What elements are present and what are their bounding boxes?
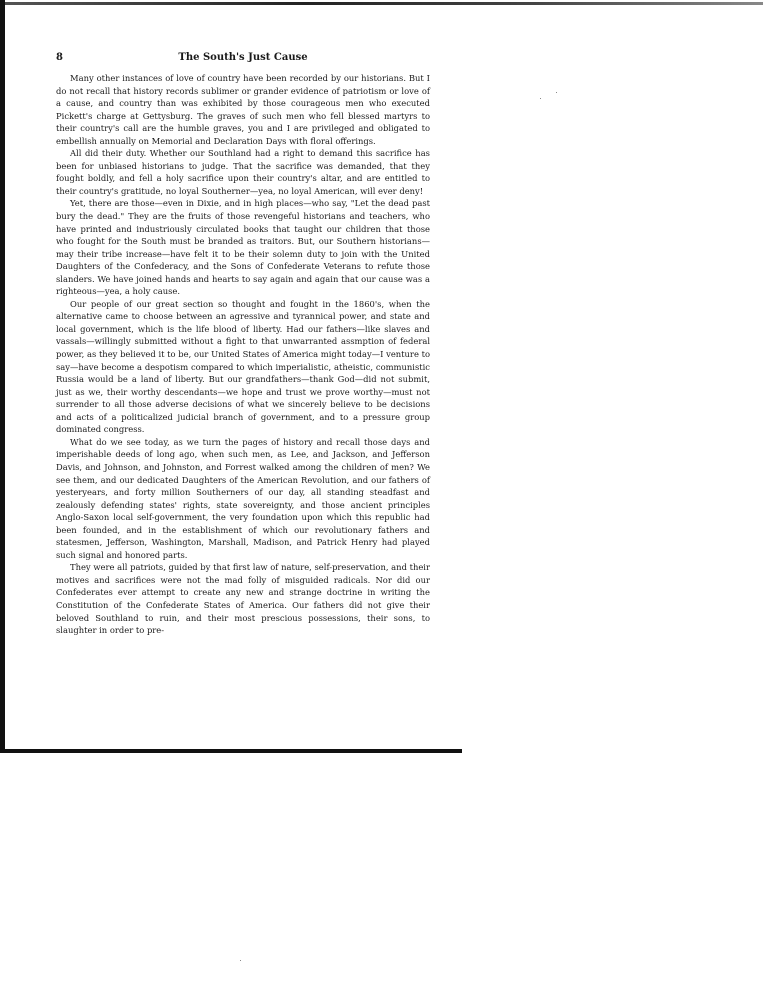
scan-top-edge	[0, 2, 763, 5]
body-text	[56, 72, 430, 637]
paragraph: What do we see today, as we turn the pages of history and recall those days and imperishable deeds of long ago, when such men, as Lee, and Jackson, and Jefferson Davis, and Johnson, and Johnston, and Forrest walked among the children of men? We see them, and our dedicated Daughters of the American Revolution, and our fathers of yesteryears, and forty million Southerners of our day, all standing steadfast and zealously defending states' rights, state sovereignty, and those ancient principles Anglo-Saxon local self-government, the very foundation upon which this republic had been founded, and in the establishment of which our revolutionary fathers and statesmen, Jefferson, Washington, Marshall, Madison, and Patrick Henry had played such signal and honored parts.	[56, 436, 430, 560]
scan-speck	[540, 98, 541, 99]
scan-bottom-edge	[0, 749, 462, 753]
scan-left-edge	[0, 0, 5, 752]
paragraph: Yet, there are those—even in Dixie, and in high places—who say, "Let the dead past bury the dead." They are the fruits of those revengeful historians and teachers, who have printed and industriously circulated books that taught our children that those who fought for the South must be branded as traitors. But, our Southern historians—may their tribe increase—have felt it to be their solemn duty to join with the United Daughters of the Confederacy, and the Sons of Confederate Veterans to refute those slanders. We have joined hands and hearts to say again and again that our cause was a righteous—yea, a holy cause.	[56, 198, 430, 297]
scan-speck	[556, 92, 557, 93]
book-page	[56, 48, 430, 637]
page-header	[56, 48, 430, 66]
page-number: 8	[56, 52, 63, 63]
paragraph: Many other instances of love of country have been recorded by our historians. But I do not recall that history records sublimer or grander evidence of patriotism or love of a cause, and country than was exhibited by those courageous men who executed Pickett's charge at Gettysburg. The graves of such men who fell blessed martyrs to their country's call are the humble graves, you and I are privileged and obligated to embellish annually on Memorial and Declaration Days with floral offerings.	[56, 73, 430, 146]
paragraph: Our people of our great section so thought and fought in the 1860's, when the alternative came to choose between an agressive and tyrannical power, and state and local government, which is the life blood of liberty. Had our fathers—like slaves and vassals—willingly submitted without a fight to that unwarranted assmption of federal power, as they believed it to be, our United States of America might today—I venture to say—have become a despotism compared to which imperialistic, atheistic, communistic Russia would be a land of liberty. But our grandfathers—thank God—did not submit, just as we, their worthy descendants—we hope and trust we prove worthy—must not surrender to all those adverse decisions of what we sincerely believe to be decisions and acts of a politicalized judicial branch of government, and to a pressure group dominated congress.	[56, 298, 430, 435]
paragraph: They were all patriots, guided by that first law of nature, self-preservation, and their motives and sacrifices were not the mad folly of misguided radicals. Nor did our Confederates ever attempt to create any new and strange doctrine in writing the Constitution of the Confederate States of America. Our fathers did not give their beloved Southland to ruin, and their most prescious possessions, their sons, to slaughter in order to pre-	[56, 562, 430, 636]
paragraph: All did their duty. Whether our Southland had a right to demand this sacrifice has been for unbiased historians to judge. That the sacrifice was demanded, that they fought boldly, and fell a holy sacrifice upon their country's altar, and are entitled to their country's gratitude, no loyal Southerner—yea, no loyal American, will ever deny!	[56, 148, 430, 196]
running-title: The South's Just Cause	[178, 52, 308, 63]
scan-speck	[240, 960, 241, 961]
